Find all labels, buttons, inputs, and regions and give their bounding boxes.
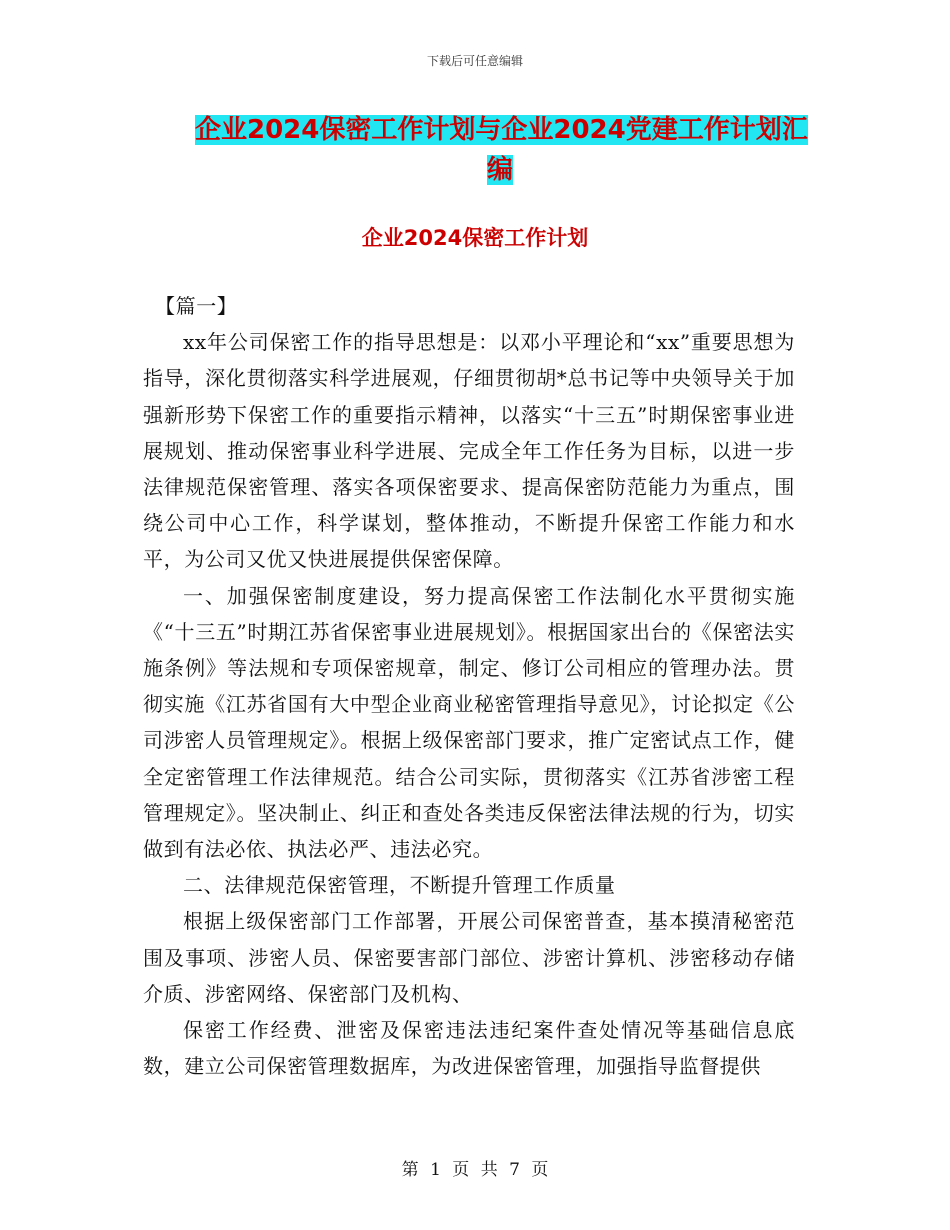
paragraph: 根据上级保密部门工作部署，开展公司保密普查，基本摸清秘密范围及事项、涉密人员、保密要害部门部位、涉密计算机、涉密移动存储介质、涉密网络、保密部门及机构、 bbox=[143, 909, 795, 1006]
paragraph: xx年公司保密工作的指导思想是：以邓小平理论和“xx”重要思想为指导，深化贯彻落实科学进展观，仔细贯彻胡*总书记等中央领导关于加强新形势下保密工作的重要指示精神，以落实“十三五”时期保密事业进展规划、推动保密事业科学进展、完成全年工作任务为目标，以进一步法律规范保密管理、落实各项保密要求、提高保密防范能力为重点，围绕公司中心工作，科学谋划，整体推动，不断提升保密工作能力和水平，为公司又优又快进展提供保密保障。 bbox=[143, 330, 795, 572]
document-title bbox=[195, 110, 808, 190]
paragraph: 二、法律规范保密管理，不断提升管理工作质量 bbox=[183, 873, 616, 898]
section-subtitle: 企业2024保密工作计划 bbox=[361, 226, 589, 250]
section-tag: 【篇一】 bbox=[155, 294, 238, 318]
document-title-line-1: 企业2024保密工作计划与企业2024党建工作计划汇 bbox=[195, 115, 808, 145]
document-title-line-2: 编 bbox=[486, 155, 513, 185]
header-note: 下载后可任意编辑 bbox=[426, 54, 523, 68]
page-footer: 第 1 页 共 7 页 bbox=[401, 1160, 549, 1180]
paragraph: 保密工作经费、泄密及保密违法违纪案件查处情况等基础信息底数，建立公司保密管理数据库，为改进保密管理，加强指导监督提供 bbox=[143, 1018, 795, 1079]
document-body bbox=[143, 288, 795, 1084]
paragraph: 一、加强保密制度建设，努力提高保密工作法制化水平贯彻实施《“十三五”时期江苏省保密事业进展规划》。根据国家出台的《保密法实施条例》等法规和专项保密规章，制定、修订公司相应的管理办法。贯彻实施《江苏省国有大中型企业商业秘密管理指导意见》，讨论拟定《公司涉密人员管理规定》。根据上级保密部门要求，推广定密试点工作，健全定密管理工作法律规范。结合公司实际，贯彻落实《江苏省涉密工程管理规定》。坚决制止、纠正和查处各类违反保密法律法规的行为，切实做到有法必依、执法必严、违法必究。 bbox=[143, 583, 795, 862]
